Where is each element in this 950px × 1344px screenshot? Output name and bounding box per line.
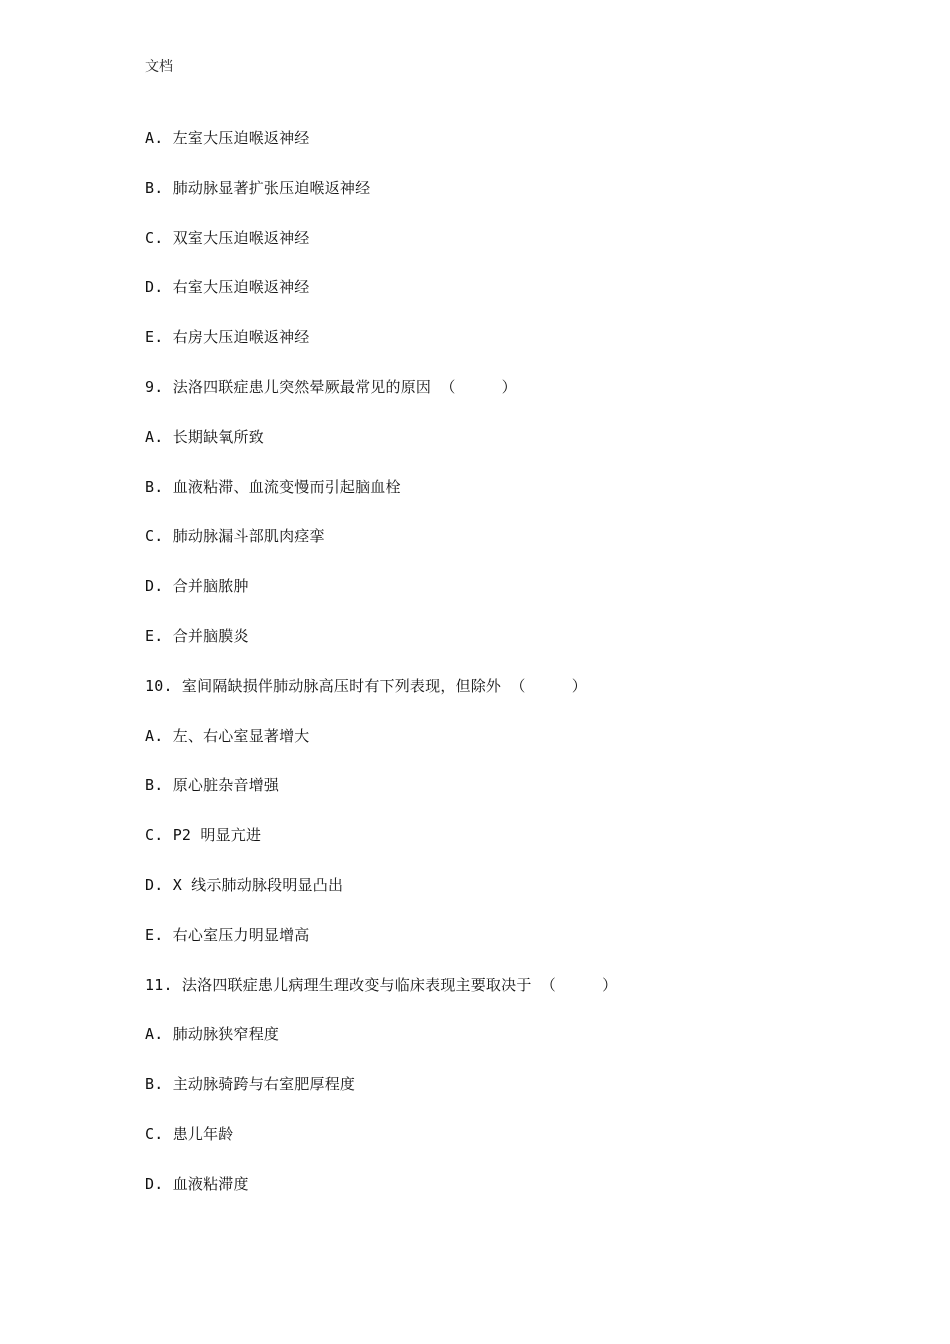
option-a-q11: A. 肺动脉狭窄程度 <box>145 1025 280 1044</box>
question-list <box>145 125 845 1221</box>
option-a-q9: A. 长期缺氧所致 <box>145 427 264 446</box>
option-d-q9: D. 合并脑脓肿 <box>145 577 249 596</box>
option-c-q9: C. 肺动脉漏斗部肌肉痉挛 <box>145 527 325 546</box>
option-e-q8: E. 右房大压迫喉返神经 <box>145 328 310 347</box>
option-d-q8: D. 右室大压迫喉返神经 <box>145 278 310 297</box>
option-b-q9: B. 血液粘滞、血流变慢而引起脑血栓 <box>145 477 401 496</box>
question-11: 11. 法洛四联症患儿病理生理改变与临床表现主要取决于 （ ） <box>145 975 618 994</box>
option-c-q10: C. P2 明显亢进 <box>145 826 262 845</box>
option-a-q10: A. 左、右心室显著增大 <box>145 726 310 745</box>
option-d-q10: D. X 线示肺动脉段明显凸出 <box>145 875 344 894</box>
option-d-q11: D. 血液粘滞度 <box>145 1174 249 1193</box>
option-a-q8: A. 左室大压迫喉返神经 <box>145 129 310 147</box>
option-e-q9: E. 合并脑膜炎 <box>145 626 249 645</box>
question-10: 10. 室间隔缺损伴肺动脉高压时有下列表现，但除外 （ ） <box>145 676 587 695</box>
option-c-q11: C. 患儿年龄 <box>145 1124 234 1143</box>
document-header-label: 文档 <box>145 59 173 75</box>
option-b-q11: B. 主动脉骑跨与右室肥厚程度 <box>145 1075 356 1094</box>
option-b-q10: B. 原心脏杂音增强 <box>145 776 280 795</box>
question-9: 9. 法洛四联症患儿突然晕厥最常见的原因 （ ） <box>145 377 517 396</box>
option-e-q10: E. 右心室压力明显增高 <box>145 925 310 944</box>
option-b-q8: B. 肺动脉显著扩张压迫喉返神经 <box>145 178 371 197</box>
option-c-q8: C. 双室大压迫喉返神经 <box>145 228 310 247</box>
